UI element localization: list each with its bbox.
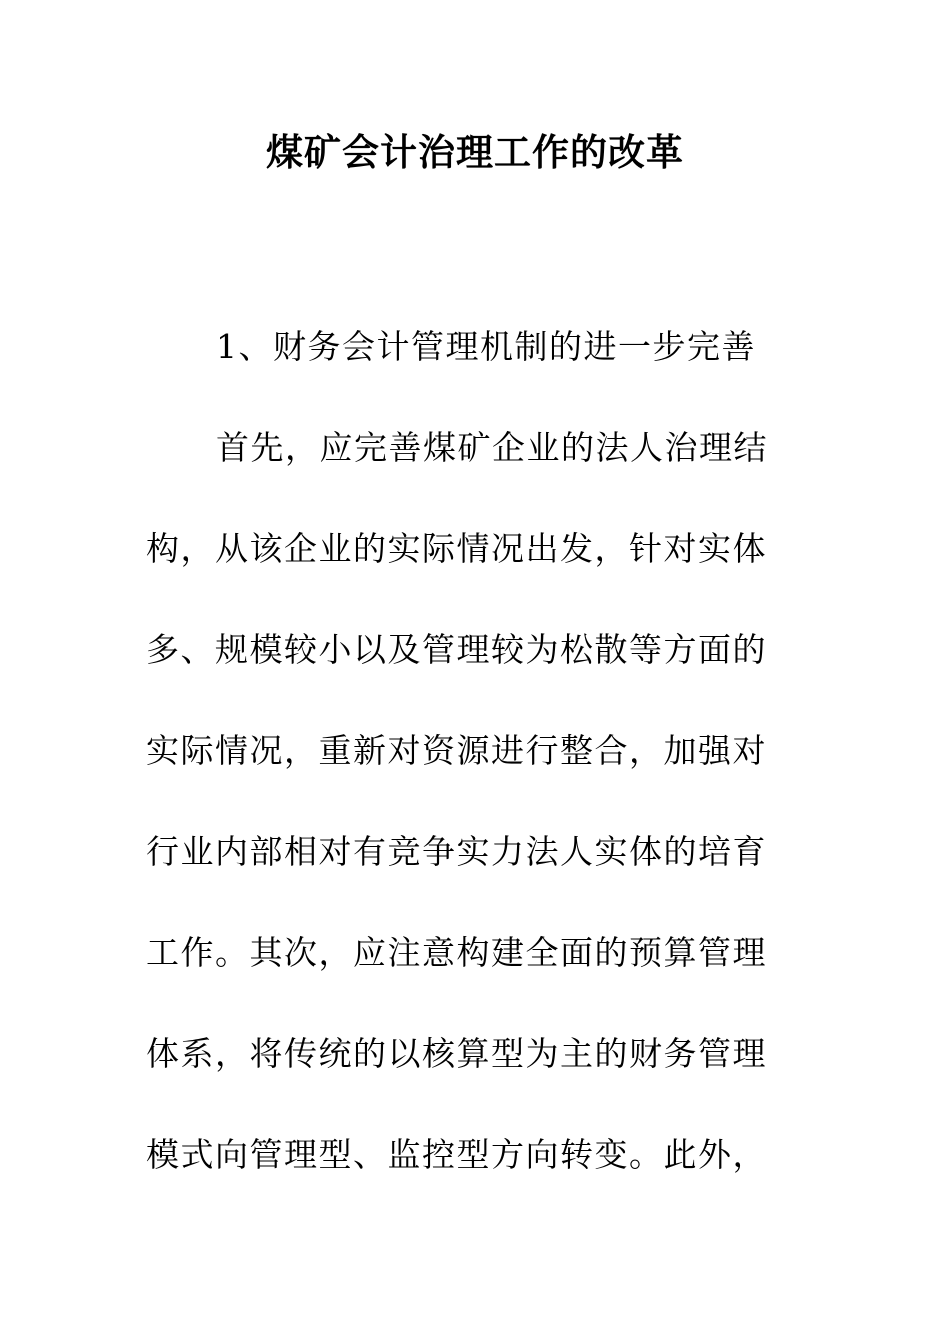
section-heading: 1、财务会计管理机制的进一步完善 xyxy=(216,327,756,366)
document-title: 煤矿会计治理工作的改革 xyxy=(266,130,684,174)
paragraph-line: 实际情况，重新对资源进行整合，加强对 xyxy=(146,731,767,770)
document-body xyxy=(146,296,786,1205)
paragraph-line: 体系，将传统的以核算型为主的财务管理 xyxy=(146,1034,767,1073)
paragraph-line: 行业内部相对有竞争实力法人实体的培育 xyxy=(146,832,767,871)
paragraph-line: 构，从该企业的实际情况出发，针对实体 xyxy=(146,529,767,568)
paragraph-line: 工作。其次，应注意构建全面的预算管理 xyxy=(146,933,767,972)
paragraph-line: 多、规模较小以及管理较为松散等方面的 xyxy=(146,630,767,669)
paragraph-line: 模式向管理型、监控型方向转变。此外， xyxy=(146,1135,767,1174)
paragraph-line: 首先，应完善煤矿企业的法人治理结 xyxy=(216,428,768,467)
